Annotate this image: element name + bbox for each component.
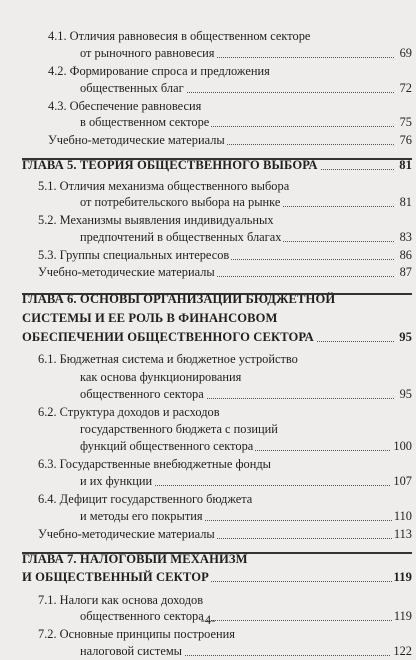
toc-entry-line bbox=[0, 98, 416, 115]
toc-entry-line bbox=[0, 229, 416, 246]
page-number: -4- bbox=[200, 613, 216, 627]
toc-page-number: 81 bbox=[399, 158, 412, 172]
toc-entry-line bbox=[0, 456, 416, 473]
toc-entry-line bbox=[0, 351, 416, 368]
toc-page-number: 100 bbox=[393, 439, 412, 453]
toc-page-number: 119 bbox=[393, 609, 412, 623]
toc-entry-line bbox=[0, 473, 416, 490]
toc-entry-line bbox=[0, 421, 416, 438]
toc-entry-title: ОБЕСПЕЧЕНИИ ОБЩЕСТВЕННОГО СЕКТОРА bbox=[22, 330, 314, 344]
toc-entry-line bbox=[0, 80, 416, 97]
chapter-divider bbox=[22, 552, 412, 554]
toc-page-number: 95 bbox=[399, 330, 412, 344]
toc-entry-title: от рыночного равновесия bbox=[80, 46, 215, 60]
toc-page-number: 76 bbox=[399, 133, 412, 147]
toc-entry-title: общественных благ bbox=[80, 81, 184, 95]
toc-page-number: 110 bbox=[393, 509, 412, 523]
chapter-divider bbox=[22, 293, 412, 295]
toc-entry-title: 4.2. Формирование спроса и предложения bbox=[48, 64, 270, 78]
toc-entry-title: общественного сектора bbox=[80, 609, 204, 623]
toc-entry-title: 6.2. Структура доходов и расходов bbox=[38, 405, 220, 419]
toc-entry-title: 5.3. Группы специальных интересов bbox=[38, 248, 230, 262]
toc-entry-title: Учебно-методические материалы bbox=[38, 527, 215, 541]
toc-entry-title: ГЛАВА 5. ТЕОРИЯ ОБЩЕСТВЕННОГО ВЫБОРА bbox=[22, 158, 318, 172]
toc-entry-title: 4.3. Обеспечение равновесия bbox=[48, 99, 202, 113]
toc-entry-line bbox=[0, 592, 416, 609]
toc-entry-line bbox=[0, 45, 416, 62]
toc-entry-title: и их функции bbox=[80, 474, 153, 488]
toc-entry-line bbox=[0, 63, 416, 80]
toc-page-number: 122 bbox=[393, 644, 412, 658]
toc-page-number: 119 bbox=[393, 570, 412, 584]
toc-entry-line bbox=[0, 491, 416, 508]
toc-entry-title: как основа функционирования bbox=[80, 370, 242, 384]
toc-page-number: 81 bbox=[399, 195, 412, 209]
toc-entry-title: 5.2. Механизмы выявления индивидуальных bbox=[38, 213, 274, 227]
toc-page-number: 95 bbox=[399, 387, 412, 401]
toc-page-number: 87 bbox=[399, 265, 412, 279]
toc-entry-title: и методы его покрытия bbox=[80, 509, 203, 523]
toc-entry-line bbox=[0, 247, 416, 264]
toc-page-number: 75 bbox=[399, 115, 412, 129]
toc-entry-line bbox=[0, 264, 416, 281]
toc-page-number: 69 bbox=[399, 46, 412, 60]
toc-entry-title: ГЛАВА 7. НАЛОГОВЫЙ МЕХАНИЗМ bbox=[22, 552, 248, 566]
toc-entry-line bbox=[0, 114, 416, 131]
chapter-divider bbox=[22, 158, 412, 160]
toc-page-number: 72 bbox=[399, 81, 412, 95]
toc-entry-line bbox=[0, 212, 416, 229]
toc-entry-line bbox=[0, 28, 416, 45]
toc-entry-line bbox=[0, 132, 416, 149]
toc-entry-title: государственного бюджета с позиций bbox=[80, 422, 278, 436]
toc-entry-title: в общественном секторе bbox=[80, 115, 210, 129]
toc-entry-line bbox=[0, 508, 416, 525]
toc-entry-title: общественного сектора bbox=[80, 387, 204, 401]
toc-entry-title: от потребительского выбора на рынке bbox=[80, 195, 281, 209]
toc-chapter-line bbox=[0, 569, 416, 586]
toc-chapter-line bbox=[0, 310, 416, 327]
toc-chapter-line bbox=[0, 329, 416, 346]
toc-entry-title: 7.1. Налоги как основа доходов bbox=[38, 593, 204, 607]
toc-entry-line bbox=[0, 369, 416, 386]
toc-entry-title: функций общественного сектора bbox=[80, 439, 254, 453]
toc-entry-line bbox=[0, 178, 416, 195]
toc-entry-title: 4.1. Отличия равновесия в общественном секторе bbox=[48, 29, 311, 43]
toc-entry-line bbox=[0, 526, 416, 543]
toc-page-number: 83 bbox=[399, 230, 412, 244]
toc-entry-title: 6.4. Дефицит государственного бюджета bbox=[38, 492, 253, 506]
toc-entry-line bbox=[0, 404, 416, 421]
toc-entry-title: Учебно-методические материалы bbox=[48, 133, 225, 147]
toc-entry-line bbox=[0, 626, 416, 643]
toc-entry-title: предпочтений в общественных благах bbox=[80, 230, 282, 244]
toc-entry-title: ГЛАВА 6. ОСНОВЫ ОРГАНИЗАЦИИ БЮДЖЕТНОЙ bbox=[22, 292, 336, 306]
toc-entry-title: Учебно-методические материалы bbox=[38, 265, 215, 279]
toc-page-number: 107 bbox=[393, 474, 412, 488]
toc-entry-title: 5.1. Отличия механизма общественного выбора bbox=[38, 179, 290, 193]
toc-entry-title: И ОБЩЕСТВЕННЫЙ СЕКТОР bbox=[22, 570, 209, 584]
toc-entry-title: СИСТЕМЫ И ЕЕ РОЛЬ В ФИНАНСОВОМ bbox=[22, 311, 278, 325]
toc-entry-line bbox=[0, 386, 416, 403]
toc-entry-title: 6.1. Бюджетная система и бюджетное устройство bbox=[38, 352, 298, 366]
toc-entry-line bbox=[0, 194, 416, 211]
toc-entry-line bbox=[0, 438, 416, 455]
toc-page-number: 113 bbox=[393, 527, 412, 541]
toc-entry-title: 6.3. Государственные внебюджетные фонды bbox=[38, 457, 271, 471]
toc-page-number: 86 bbox=[399, 248, 412, 262]
toc-entry-title: 7.2. Основные принципы построения bbox=[38, 627, 235, 641]
toc-entry-title: налоговой системы bbox=[80, 644, 182, 658]
